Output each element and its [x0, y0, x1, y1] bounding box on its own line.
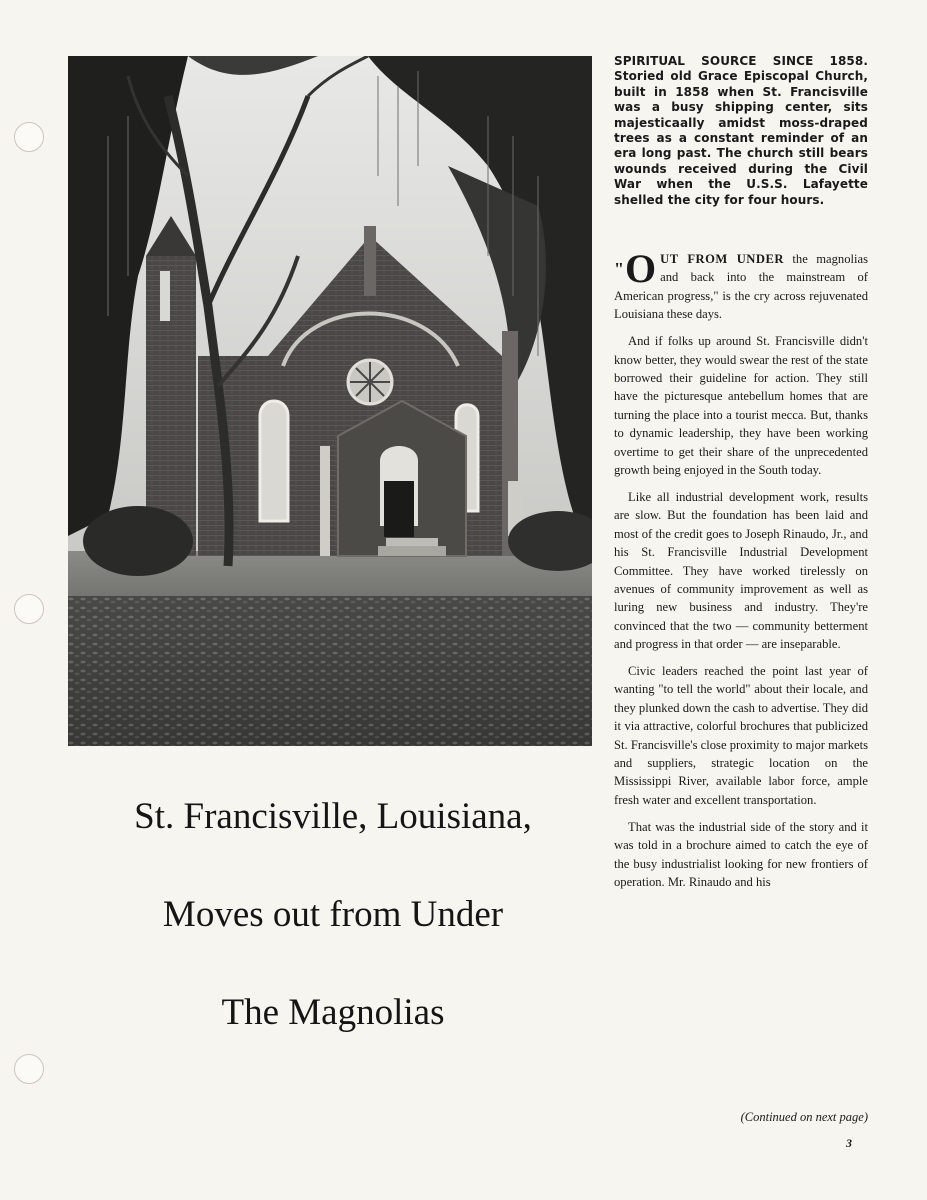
article-paragraph-4: Civic leaders reached the point last year of wanting "to tell the world" about their locale, and they plunked down the cash to advertise. They did it via attractive, colorful brochures that publicized St. Francisville's close proximity to major markets and suppliers, strategic location on the Mississippi River, available labor force, ample fresh water and excellent transportation. — [614, 664, 868, 807]
article-body — [614, 246, 868, 900]
article-paragraph-1: "O UT FROM UNDER the magnolias and back into the mainstream of American progress," is the cry across rejuvenated Louisiana these days. — [614, 246, 868, 322]
binder-hole — [14, 122, 44, 152]
drop-cap: "O — [614, 246, 657, 291]
article-paragraph-2: And if folks up around St. Francisville didn't know better, they would swear the rest of the state borrowed their guideline for action. They still have the picturesque antebellum homes that are turning the place into a tourist mecca. But, thanks to dynamic leadership, they have been working overtime to get their share of the unprecedented growth being enjoyed in the South today. — [614, 334, 868, 477]
photo-caption: SPIRITUAL SOURCE SINCE 1858. Storied old Grace Episcopal Church, built in 1858 when St. Francisville was a busy shipping center, sits majesticaally amidst moss-draped trees as a constant reminder of an era long past. The church still bears wounds received during the Civil War when the U.S.S. Lafayette shelled the city for four hours. — [614, 54, 868, 207]
binder-hole — [14, 594, 44, 624]
continued-note: (Continued on next page) — [740, 1110, 868, 1124]
binder-hole — [14, 1054, 44, 1084]
headline-line-1: St. Francisville, Louisiana, — [134, 796, 532, 837]
page-number: 3 — [846, 1136, 852, 1150]
article-paragraph-3: Like all industrial development work, results are slow. But the foundation has been laid and most of the credit goes to Joseph Rinaudo, Jr., and his St. Francisville Industrial Development Committee. They have worked tirelessly on avenues of community improvement as well as luring new business and industry. They're convinced that the two — community betterment and progress in that order — are inseparable. — [614, 489, 868, 652]
headline-line-3: The Magnolias — [221, 992, 445, 1033]
church-photograph — [68, 56, 592, 746]
church-photo-illustration — [68, 56, 592, 746]
headline-line-2: Moves out from Under — [162, 894, 504, 935]
article-paragraph-5: That was the industrial side of the story and it was told in a brochure aimed to catch the eye of the busy industrialist looking for new frontiers of operation. Mr. Rinaudo and his — [614, 819, 868, 889]
lead-in: UT FROM UNDER — [660, 252, 784, 266]
